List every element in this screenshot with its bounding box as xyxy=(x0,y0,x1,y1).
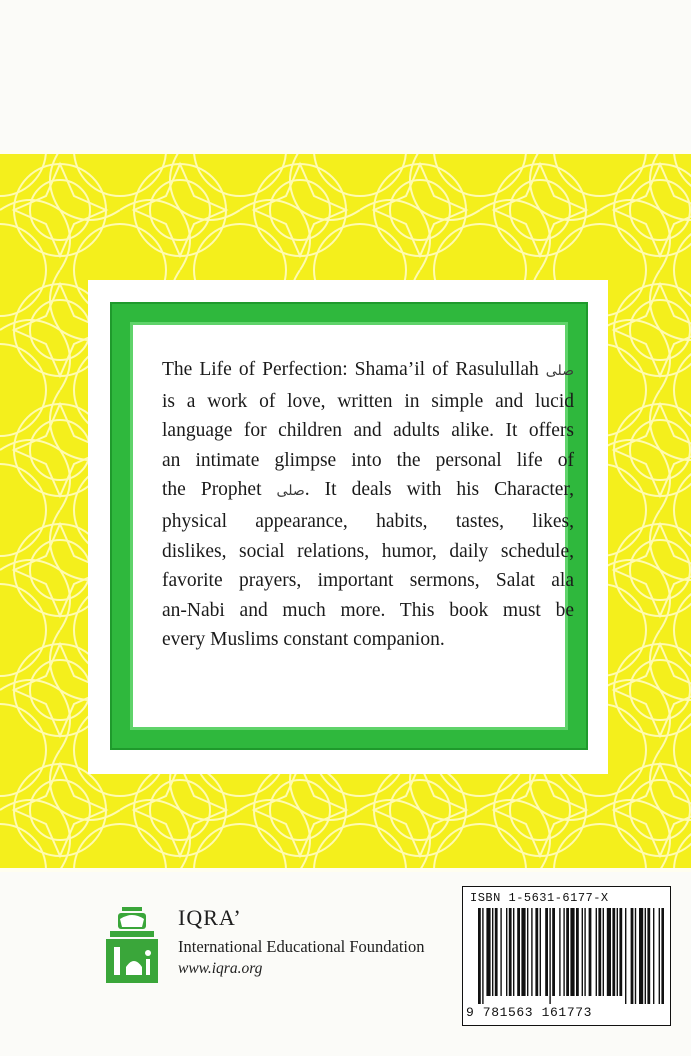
blurb-line: an intimate glimpse into the personal life of xyxy=(162,449,574,471)
isbn-label: ISBN 1-5631-6177-X xyxy=(470,891,609,905)
barcode-bar xyxy=(482,908,483,1004)
barcode-bar xyxy=(639,908,643,1004)
barcode-bar xyxy=(598,908,601,996)
barcode-bar xyxy=(603,908,604,996)
blurb-line: favorite prayers, important sermons, Salat ala xyxy=(162,570,574,592)
barcode-bar xyxy=(563,908,564,996)
barcode-bar xyxy=(552,908,555,996)
barcode-bar xyxy=(486,908,490,996)
barcode-bar xyxy=(645,908,646,1004)
barcode-bar xyxy=(661,908,664,1004)
blurb-text: the Prophet xyxy=(162,479,262,501)
barcode-bar xyxy=(576,908,579,996)
barcode-bar xyxy=(625,908,626,1004)
book-description xyxy=(162,355,582,655)
barcode-bar xyxy=(545,908,548,996)
barcode-bar xyxy=(647,908,650,1004)
honorific-glyph-icon: صلى xyxy=(545,364,574,379)
barcode-bar xyxy=(607,908,611,996)
blurb-line: an-Nabi and much more. This book must be xyxy=(162,599,574,621)
barcode-bar xyxy=(478,908,481,1004)
blurb-line: dislikes, social relations, humor, daily schedule, xyxy=(162,540,574,562)
barcode-bar xyxy=(559,908,560,996)
barcode-bar xyxy=(589,908,592,996)
barcode-bar xyxy=(617,908,618,996)
barcode-bar xyxy=(513,908,514,996)
blurb-text: . It deals with his Character, xyxy=(304,479,575,501)
barcode-number: 9 781563 161773 xyxy=(466,1005,593,1020)
iqra-logo-icon xyxy=(100,905,164,985)
barcode-bar xyxy=(535,908,538,996)
publisher-name: IQRA’ xyxy=(178,905,242,930)
barcode-bar xyxy=(566,908,569,996)
band-bottom-border xyxy=(0,868,691,872)
barcode-bar xyxy=(659,908,660,1004)
honorific-glyph-icon: صلى xyxy=(276,484,305,500)
barcode-bar xyxy=(527,908,528,996)
publisher-subtitle: International Educational Foundation xyxy=(178,937,425,956)
barcode-bar xyxy=(531,908,532,996)
blurb-line: language for children and adults alike. It offers xyxy=(162,420,574,442)
blurb-text: The Life of Perfection: Shama’il of Rasulullah xyxy=(162,359,539,380)
barcode-bar xyxy=(517,908,520,996)
barcode-bar xyxy=(495,908,498,996)
barcode-bar xyxy=(596,908,597,996)
blurb-line: every Muslims constant companion. xyxy=(162,629,445,651)
barcode-bar xyxy=(549,908,550,1004)
barcode-bar xyxy=(570,908,574,996)
publisher-url[interactable]: www.iqra.org xyxy=(178,960,263,977)
barcode-bar xyxy=(521,908,525,996)
barcode-bar xyxy=(506,908,507,996)
barcode-bar xyxy=(509,908,512,996)
barcode-bar xyxy=(612,908,615,996)
barcode-bar xyxy=(619,908,622,996)
barcode-bar xyxy=(631,908,634,1004)
barcode-bar xyxy=(582,908,583,996)
blurb-line: physical appearance, habits, tastes, likes, xyxy=(162,510,574,532)
blurb-line: is a work of love, written in simple and lucid xyxy=(162,390,574,412)
blurb-line xyxy=(162,475,574,507)
barcode-bar xyxy=(540,908,541,996)
barcode-bar xyxy=(500,908,501,996)
barcode-bar xyxy=(584,908,585,996)
barcode-bar xyxy=(635,908,636,1004)
barcode-bar xyxy=(653,908,654,1004)
barcode-icon xyxy=(478,908,664,1004)
band-top-border xyxy=(0,150,691,154)
blurb-line xyxy=(162,355,574,387)
barcode-bar xyxy=(492,908,493,996)
